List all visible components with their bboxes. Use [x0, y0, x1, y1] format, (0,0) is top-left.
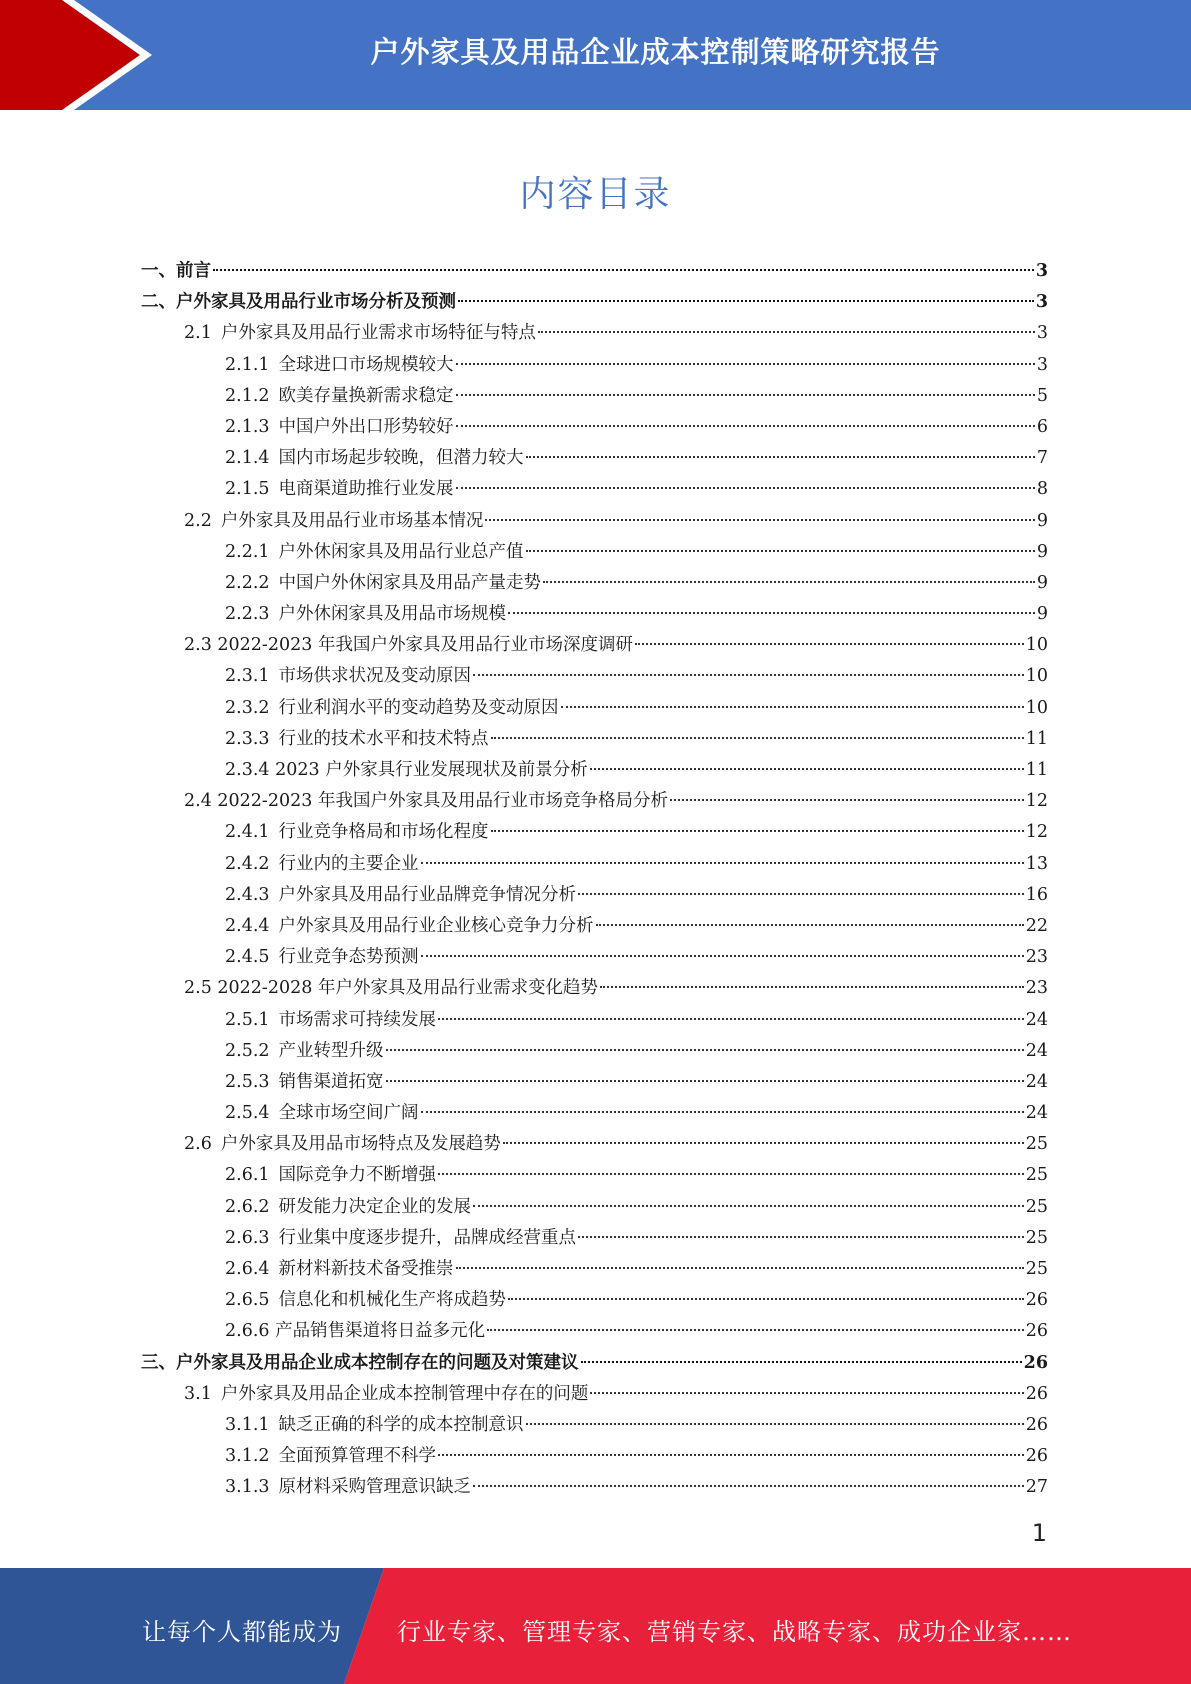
toc-entry-title: 户外家具及用品企业成本控制管理中存在的问题 [220, 1383, 589, 1404]
toc-entry-number: 一、 [141, 261, 176, 281]
toc-entry-page: 24 [1025, 1009, 1048, 1030]
toc-entry-title: 国内市场起步较晚，但潜力较大 [278, 448, 524, 469]
toc-entry-title: 户外家具及用品企业成本控制存在的问题及对策建议 [176, 1352, 579, 1373]
toc-entry[interactable] [141, 318, 1048, 349]
toc-entry-number: 3.1.3 [225, 1477, 270, 1498]
toc-dot-leader [526, 550, 1035, 552]
toc-entry-number: 3.1.2 [225, 1446, 270, 1467]
toc-entry-page: 10 [1025, 635, 1048, 656]
toc-entry-title: 中国户外休闲家具及用品产量走势 [278, 572, 542, 593]
toc-entry-page: 3 [1035, 292, 1048, 313]
toc-dot-leader [543, 581, 1035, 583]
toc-entry[interactable] [141, 661, 1048, 692]
toc-dot-leader [456, 425, 1035, 427]
toc-entry-number: 2.1.5 [225, 479, 270, 500]
toc-dot-leader [485, 519, 1035, 521]
toc-entry-number: 2.4.3 [225, 884, 270, 905]
toc-entry-page: 12 [1025, 791, 1048, 812]
toc-entry-title: 销售渠道拓宽 [278, 1071, 384, 1092]
toc-entry-title: 新材料新技术备受推崇 [278, 1259, 454, 1279]
toc-dot-leader [473, 1485, 1024, 1487]
toc-entry[interactable] [141, 693, 1048, 724]
toc-entry-page: 16 [1025, 884, 1048, 905]
toc-entry[interactable] [141, 630, 1048, 661]
toc-entry-title: 行业内的主要企业 [278, 853, 419, 874]
toc-entry-number: 二、 [141, 292, 176, 313]
toc-entry[interactable] [141, 755, 1048, 786]
toc-entry-page: 26 [1025, 1446, 1048, 1467]
toc-entry-page: 5 [1036, 385, 1048, 406]
toc-entry-number: 2.6.3 [225, 1227, 270, 1248]
toc-entry-number: 2.3.1 [225, 666, 270, 687]
toc-entry-page: 13 [1025, 853, 1048, 874]
toc-entry-title: 信息化和机械化生产将成趋势 [278, 1290, 507, 1311]
toc-entry-title: 原材料采购管理意识缺乏 [278, 1477, 472, 1498]
toc-entry-number: 2.6.5 [225, 1290, 270, 1311]
toc-entry-number: 2.2.3 [225, 604, 270, 625]
toc-entry[interactable] [141, 1348, 1048, 1379]
toc-entry-number: 2.5.3 [225, 1071, 270, 1092]
toc-entry-page: 10 [1025, 697, 1048, 718]
toc-dot-leader [438, 1173, 1024, 1175]
toc-entry-page: 10 [1025, 666, 1048, 687]
toc-entry-title: 行业的技术水平和技术特点 [278, 728, 489, 749]
toc-entry-number: 2.2 [184, 510, 212, 531]
report-title: 户外家具及用品企业成本控制策略研究报告 [370, 35, 941, 69]
toc-entry[interactable] [141, 1067, 1048, 1098]
toc-entry-page: 9 [1036, 604, 1048, 625]
toc-entry-number: 2.3.3 [225, 728, 270, 749]
toc-entry-number: 2.6.2 [225, 1196, 270, 1217]
toc-entry[interactable] [141, 1316, 1048, 1347]
toc-entry[interactable] [141, 599, 1048, 630]
toc-entry-number: 3.1.1 [225, 1414, 270, 1435]
toc-entry-number: 2.1.3 [225, 416, 270, 437]
toc-entry-page: 26 [1025, 1383, 1048, 1404]
toc-entry[interactable] [141, 1129, 1048, 1160]
toc-dot-leader [596, 924, 1024, 926]
toc-entry[interactable] [141, 1472, 1048, 1503]
toc-dot-leader [508, 612, 1035, 614]
toc-entry-title: 户外家具及用品市场特点及发展趋势 [220, 1134, 501, 1155]
toc-entry-title: 户外家具及用品行业企业核心竞争力分析 [278, 915, 594, 936]
toc-dot-leader [590, 1392, 1023, 1394]
toc-entry[interactable] [141, 381, 1048, 412]
toc-entry-page: 23 [1025, 978, 1048, 999]
toc-entry-number: 2.2.1 [225, 541, 270, 562]
toc-entry[interactable] [141, 1410, 1048, 1441]
footer-slogan-left: 让每个人都能成为 [142, 1618, 342, 1646]
toc-entry-title: 行业利润水平的变动趋势及变动原因 [278, 697, 559, 718]
toc-entry-number: 2.1.4 [225, 448, 270, 469]
toc-entry-page: 26 [1023, 1352, 1048, 1373]
toc-entry[interactable] [141, 474, 1048, 505]
toc-dot-leader [670, 799, 1024, 801]
toc-dot-leader [213, 269, 1034, 271]
toc-dot-leader [386, 1080, 1024, 1082]
toc-entry[interactable] [141, 412, 1048, 443]
toc-entry-number: 2.5.4 [225, 1103, 270, 1124]
toc-entry-page: 12 [1025, 822, 1048, 843]
toc-entry-page: 9 [1036, 541, 1048, 562]
toc-entry-page: 25 [1025, 1134, 1048, 1155]
toc-entry-number: 2.2.2 [225, 572, 270, 593]
toc-entry-page: 3 [1036, 323, 1048, 344]
toc-entry-title: 产业转型升级 [278, 1040, 384, 1061]
toc-entry[interactable] [141, 537, 1048, 568]
toc-entry[interactable] [141, 942, 1048, 973]
toc-entry[interactable] [141, 973, 1048, 1004]
toc-entry[interactable] [141, 1192, 1048, 1223]
toc-entry[interactable] [141, 1379, 1048, 1410]
toc-dot-leader [578, 893, 1024, 895]
toc-entry-page: 25 [1025, 1227, 1048, 1248]
toc-entry-number: 2.1 [184, 323, 212, 344]
toc-entry-title: 2.5 2022-2028 年户外家具及用品行业需求变化趋势 [184, 978, 598, 999]
toc-entry-page: 26 [1025, 1414, 1048, 1435]
toc-dot-leader [581, 1361, 1022, 1363]
toc-entry[interactable] [141, 350, 1048, 381]
toc-dot-leader [561, 706, 1024, 708]
toc-entry[interactable] [141, 256, 1048, 287]
toc-dot-leader [491, 830, 1024, 832]
toc-dot-leader [503, 1142, 1024, 1144]
toc-entry-title: 2.3.4 2023 户外家具行业发展现状及前景分析 [225, 760, 588, 780]
toc-entry-title: 2.4 2022-2023 年我国户外家具及用品行业市场竞争格局分析 [184, 791, 668, 812]
toc-entry[interactable] [141, 817, 1048, 848]
toc-dot-leader [590, 768, 1024, 770]
toc-dot-leader [458, 300, 1034, 302]
toc-entry-title: 国际竞争力不断增强 [278, 1165, 437, 1186]
toc-entry-number: 2.6.4 [225, 1259, 270, 1279]
toc-entry[interactable] [141, 1223, 1048, 1254]
toc-entry-number: 3.1 [184, 1383, 212, 1404]
toc-entry[interactable] [141, 568, 1048, 599]
toc-entry-title: 行业集中度逐步提升，品牌成经营重点 [278, 1227, 577, 1248]
footer-slogan-right: 行业专家、管理专家、营销专家、战略专家、成功企业家…… [397, 1618, 1072, 1646]
toc-dot-leader [526, 1423, 1024, 1425]
toc-dot-leader [635, 643, 1024, 645]
toc-entry-title: 全球市场空间广阔 [278, 1103, 419, 1124]
toc-entry-title: 研发能力决定企业的发展 [278, 1196, 472, 1217]
toc-entry-title: 2.6.6 产品销售渠道将日益多元化 [225, 1321, 486, 1342]
toc-heading: 内容目录 [519, 174, 672, 215]
toc-entry-page: 8 [1036, 479, 1048, 500]
toc-entry-page: 25 [1025, 1259, 1048, 1279]
toc-dot-leader [421, 1111, 1024, 1113]
page-number: 1 [1031, 1519, 1047, 1547]
toc-dot-leader [473, 1205, 1024, 1207]
toc-dot-leader [600, 986, 1024, 988]
toc-entry-number: 2.5.2 [225, 1040, 270, 1061]
toc-entry-number: 2.1.1 [225, 354, 270, 375]
toc-entry-number: 2.3.2 [225, 697, 270, 718]
toc-entry[interactable] [141, 443, 1048, 474]
toc-entry-title: 2.3 2022-2023 年我国户外家具及用品行业市场深度调研 [184, 635, 633, 656]
toc-dot-leader [526, 456, 1035, 458]
table-of-contents [141, 256, 1048, 1504]
toc-entry[interactable] [141, 1160, 1048, 1191]
toc-dot-leader [421, 955, 1024, 957]
toc-entry[interactable] [141, 287, 1048, 318]
toc-entry-title: 电商渠道助推行业发展 [278, 479, 454, 500]
toc-entry-title: 户外家具及用品行业市场分析及预测 [176, 292, 456, 313]
toc-entry-page: 3 [1036, 354, 1048, 375]
toc-entry-title: 户外休闲家具及用品市场规模 [278, 604, 507, 625]
toc-entry-page: 22 [1025, 915, 1048, 936]
toc-entry[interactable] [141, 1285, 1048, 1316]
toc-entry-number: 2.6 [184, 1134, 212, 1155]
toc-entry-page: 9 [1036, 510, 1048, 531]
toc-entry-page: 26 [1025, 1290, 1048, 1311]
toc-entry[interactable] [141, 1254, 1048, 1285]
toc-entry-number: 2.5.1 [225, 1009, 270, 1030]
toc-dot-leader [438, 1018, 1024, 1020]
toc-entry-page: 24 [1025, 1103, 1048, 1124]
toc-entry-title: 户外家具及用品行业需求市场特征与特点 [220, 323, 536, 344]
toc-entry-title: 户外家具及用品行业市场基本情况 [220, 510, 484, 531]
toc-dot-leader [386, 1049, 1024, 1051]
page-footer [0, 1568, 1191, 1684]
toc-entry-page: 26 [1025, 1321, 1048, 1342]
toc-entry-number: 2.4.1 [225, 822, 270, 843]
toc-dot-leader [456, 487, 1035, 489]
toc-dot-leader [456, 394, 1035, 396]
toc-entry-page: 6 [1036, 416, 1048, 437]
toc-entry-page: 11 [1025, 728, 1048, 749]
toc-entry-page: 24 [1025, 1071, 1048, 1092]
toc-dot-leader [487, 1329, 1024, 1331]
toc-entry-page: 23 [1025, 947, 1048, 968]
toc-entry-page: 3 [1035, 261, 1048, 281]
toc-entry-title: 户外休闲家具及用品行业总产值 [278, 541, 524, 562]
toc-entry-title: 中国户外出口形势较好 [278, 416, 454, 437]
toc-entry-title: 欧美存量换新需求稳定 [278, 385, 454, 406]
toc-entry[interactable] [141, 880, 1048, 911]
toc-entry-title: 市场需求可持续发展 [278, 1009, 437, 1030]
toc-entry-page: 9 [1036, 572, 1048, 593]
toc-entry-page: 7 [1036, 448, 1048, 469]
toc-entry-title: 行业竞争态势预测 [278, 947, 419, 968]
toc-entry-number: 2.4.2 [225, 853, 270, 874]
toc-entry-title: 行业竞争格局和市场化程度 [278, 822, 489, 843]
toc-dot-leader [421, 862, 1024, 864]
toc-entry[interactable] [141, 1441, 1048, 1472]
toc-entry-page: 25 [1025, 1196, 1048, 1217]
toc-entry[interactable] [141, 786, 1048, 817]
toc-entry-page: 11 [1025, 760, 1048, 780]
toc-entry[interactable] [141, 849, 1048, 880]
toc-entry-title: 前言 [176, 261, 211, 281]
toc-entry-number: 2.6.1 [225, 1165, 270, 1186]
toc-entry-number: 2.4.5 [225, 947, 270, 968]
toc-dot-leader [538, 331, 1035, 333]
toc-entry[interactable] [141, 911, 1048, 942]
toc-entry-page: 24 [1025, 1040, 1048, 1061]
toc-entry[interactable] [141, 724, 1048, 755]
toc-entry[interactable] [141, 1005, 1048, 1036]
page-header [0, 0, 1191, 110]
toc-entry-title: 全面预算管理不科学 [278, 1446, 437, 1467]
toc-entry-number: 2.4.4 [225, 915, 270, 936]
toc-entry-title: 户外家具及用品行业品牌竞争情况分析 [278, 884, 577, 905]
toc-dot-leader [438, 1454, 1024, 1456]
toc-dot-leader [456, 363, 1035, 365]
toc-dot-leader [578, 1236, 1024, 1238]
toc-entry-page: 27 [1025, 1477, 1048, 1498]
toc-entry[interactable] [141, 1036, 1048, 1067]
toc-entry[interactable] [141, 506, 1048, 537]
toc-entry-page: 25 [1025, 1165, 1048, 1186]
toc-entry-number: 三、 [141, 1352, 176, 1373]
toc-entry-title: 缺乏正确的科学的成本控制意识 [278, 1414, 524, 1435]
toc-entry-title: 市场供求状况及变动原因 [278, 666, 472, 687]
toc-dot-leader [456, 1267, 1024, 1269]
toc-entry-title: 全球进口市场规模较大 [278, 354, 454, 375]
toc-dot-leader [491, 737, 1024, 739]
toc-dot-leader [473, 674, 1024, 676]
toc-entry-number: 2.1.2 [225, 385, 270, 406]
toc-dot-leader [508, 1298, 1024, 1300]
toc-entry[interactable] [141, 1098, 1048, 1129]
